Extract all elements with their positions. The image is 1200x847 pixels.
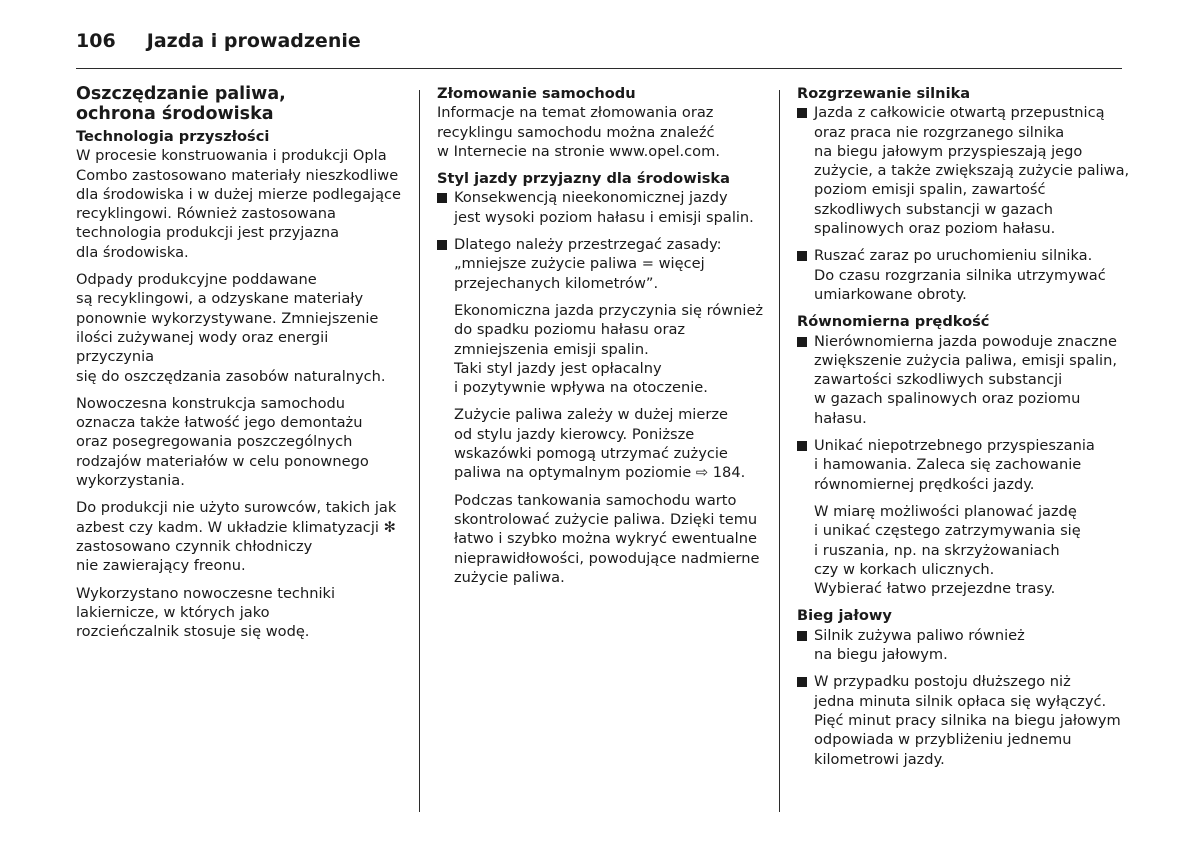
indented-paragraph: Podczas tankowania samochodu warto skontrolować zużycie paliwa. Dzięki temu łatwo i szybko można wykryć ewentualne nieprawidłowości, powodujące nadmierne zużycie paliwa. (454, 491, 760, 586)
bullet-item: Jazda z całkowicie otwartą przepustnicą oraz praca nie rozgrzanego silnika na biegu jałowym przyspieszają jego zużycie, a także zwiększają zużycie paliwa, poziom emisji spalin, zawartość szkodliwych substancji w gazach spalinowych oraz poziom hałasu. (797, 103, 1127, 238)
bullet-item: Unikać niepotrzebnego przyspieszania i hamowania. Zaleca się zachowanie równomiernej prędkości jazdy. (797, 436, 1127, 494)
column-1 (76, 82, 411, 649)
column-3 (797, 82, 1130, 777)
subheading-engine-warmup: Rozgrzewanie silnika (797, 85, 971, 102)
bullet-item: W przypadku postoju dłuższego niż jedna minuta silnik opłaca się wyłączyć. Pięć minut pracy silnika na biegu jałowym odpowiada w przybliżeniu jednemu kilometrowi jazdy. (797, 672, 1127, 768)
subheading-future-technology: Technologia przyszłości (76, 128, 270, 145)
bullet-square-icon (797, 441, 807, 451)
subheading-steady-speed: Równomierna prędkość (797, 313, 990, 331)
bullet-item: Silnik zużywa paliwo również na biegu jałowym. (797, 626, 1127, 665)
column-divider-1 (419, 90, 420, 812)
bullet-item: Dlatego należy przestrzegać zasady: „mniejsze zużycie paliwa = więcej przejechanych kilometrów”. (437, 235, 769, 293)
indented-paragraph: Ekonomiczna jazda przyczynia się również do spadku poziomu hałasu oraz zmniejszenia emisji spalin. Taki styl jazdy jest opłacalny i pozytywnie wpływa na otoczenie. (454, 301, 764, 397)
bullet-item: Nierównomierna jazda powoduje znaczne zwiększenie zużycia paliwa, emisji spalin, zawartości szkodliwych substancji w gazach spalinowych oraz poziomu hałasu. (797, 332, 1127, 428)
bullet-square-icon (437, 193, 447, 203)
page-number: 106 (76, 30, 116, 52)
section-heading: Oszczędzanie paliwa, ochrona środowiska (76, 84, 286, 124)
paragraph: Informacje na temat złomowania oraz recyklingu samochodu można znaleźć w Internecie na stronie www.opel.com. (437, 104, 720, 160)
column-divider-2 (779, 90, 780, 812)
bullet-item: Ruszać zaraz po uruchomieniu silnika. Do czasu rozgrzania silnika utrzymywać umiarkowane obroty. (797, 246, 1127, 304)
page-header (76, 30, 361, 60)
header-rule (76, 68, 1122, 69)
indented-paragraph: W miarę możliwości planować jazdę i unikać częstego zatrzymywania się i ruszania, np. na skrzyżowaniach czy w korkach ulicznych. Wybierać łatwo przejezdne trasy. (814, 502, 1081, 598)
paragraph: Odpady produkcyjne poddawane są recyklingowi, a odzyskane materiały ponownie wykorzystywane. Zmniejszenie ilości zużywanej wody oraz energii przyczynia się do oszczędzania zasobów naturalnych. (76, 271, 386, 385)
subheading-idle: Bieg jałowy (797, 607, 892, 625)
paragraph: Do produkcji nie użyto surowców, takich jak azbest czy kadm. W układzie klimatyzacji ✻ zastosowano czynnik chłodniczy nie zawierający freonu. (76, 499, 397, 575)
bullet-square-icon (797, 251, 807, 261)
bullet-item: Konsekwencją nieekonomicznej jazdy jest wysoki poziom hałasu i emisji spalin. (437, 188, 769, 227)
column-2 (437, 82, 769, 595)
chapter-title: Jazda i prowadzenie (146, 30, 361, 52)
paragraph: W procesie konstruowania i produkcji Opla Combo zastosowano materiały nieszkodliwe dla środowiska i w dużej mierze podlegające recyklingowi. Również zastosowana technologia produkcji jest przyjazna dla środowiska. (76, 147, 402, 261)
subheading-scrapping: Złomowanie samochodu (437, 85, 636, 102)
bullet-square-icon (797, 108, 807, 118)
paragraph: Nowoczesna konstrukcja samochodu oznacza także łatwość jego demontażu oraz posegregowania poszczególnych rodzajów materiałów w celu ponownego wykorzystania. (76, 394, 369, 490)
paragraph: Wykorzystano nowoczesne techniki lakiernicze, w których jako rozcieńczalnik stosuje się wodę. (76, 584, 336, 641)
bullet-square-icon (437, 240, 447, 250)
bullet-square-icon (797, 677, 807, 687)
indented-paragraph: Zużycie paliwa zależy w dużej mierze od stylu jazdy kierowcy. Poniższe wskazówki pomogą utrzymać zużycie paliwa na optymalnym poziomie ⇨ 184. (454, 406, 746, 482)
bullet-square-icon (797, 337, 807, 347)
bullet-square-icon (797, 631, 807, 641)
subheading-eco-driving: Styl jazdy przyjazny dla środowiska (437, 170, 730, 188)
